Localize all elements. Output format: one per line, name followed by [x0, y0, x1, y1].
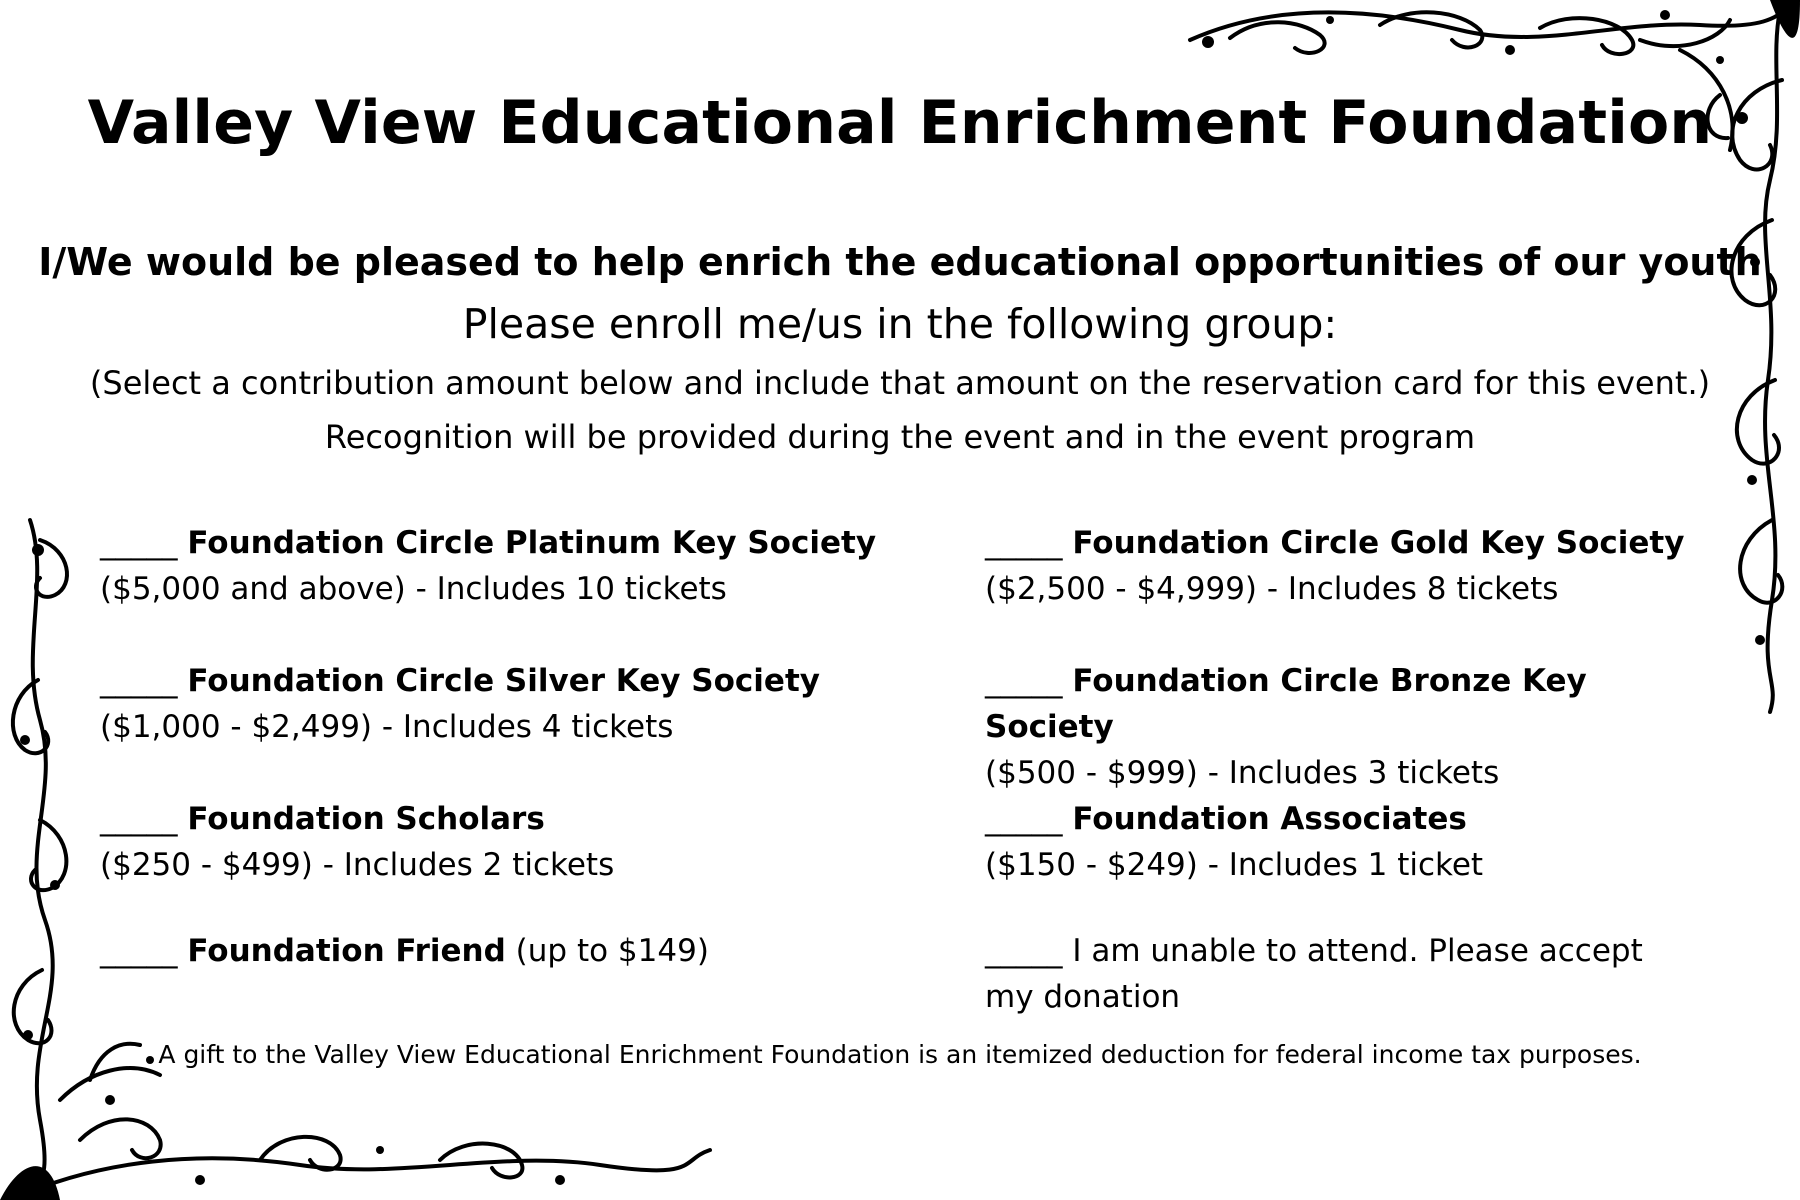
option-detail: (up to $149): [505, 933, 709, 969]
enroll-prompt: Please enroll me/us in the following group:: [462, 300, 1338, 348]
option-text: I am unable to attend. Please accept my donation: [985, 933, 1643, 1015]
option-platinum[interactable]: [100, 520, 940, 612]
option-scholars[interactable]: [100, 796, 940, 888]
option-detail: ($250 - $499) - Includes 2 tickets: [100, 847, 615, 883]
option-unable-to-attend[interactable]: [985, 928, 1675, 1020]
recognition-text: Recognition will be provided during the event and in the event program: [324, 418, 1476, 456]
blank-line[interactable]: _____: [100, 801, 188, 837]
option-silver[interactable]: [100, 658, 940, 750]
option-gold[interactable]: [985, 520, 1685, 612]
option-name: Foundation Circle Silver Key Society: [187, 663, 820, 699]
option-name: Foundation Scholars: [187, 801, 545, 837]
blank-line[interactable]: _____: [985, 933, 1073, 969]
option-name: Foundation Circle Bronze Key Society: [985, 663, 1587, 745]
option-detail: ($500 - $999) - Includes 3 tickets: [985, 755, 1500, 791]
page-title: Valley View Educational Enrichment Foundation: [87, 88, 1713, 158]
blank-line[interactable]: _____: [100, 663, 188, 699]
blank-line[interactable]: _____: [985, 663, 1073, 699]
option-detail: ($5,000 and above) - Includes 10 tickets: [100, 571, 727, 607]
option-name: Foundation Associates: [1072, 801, 1467, 837]
blank-line[interactable]: _____: [100, 933, 188, 969]
option-associates[interactable]: [985, 796, 1685, 888]
tax-deduction-note: A gift to the Valley View Educational Enrichment Foundation is an itemized deduction for federal income tax purposes.: [158, 1040, 1642, 1069]
blank-line[interactable]: _____: [985, 525, 1073, 561]
option-friend[interactable]: [100, 928, 940, 974]
option-name: Foundation Circle Gold Key Society: [1072, 525, 1685, 561]
option-detail: ($2,500 - $4,999) - Includes 8 tickets: [985, 571, 1559, 607]
option-name: Foundation Circle Platinum Key Society: [187, 525, 877, 561]
instructions-text: (Select a contribution amount below and include that amount on the reservation card for this event.): [89, 364, 1711, 402]
option-bronze[interactable]: [985, 658, 1685, 796]
lead-statement: I/We would be pleased to help enrich the educational opportunities of our youth: [38, 240, 1762, 284]
blank-line[interactable]: _____: [985, 801, 1073, 837]
option-detail: ($150 - $249) - Includes 1 ticket: [985, 847, 1484, 883]
option-name: Foundation Friend: [187, 933, 506, 969]
option-detail: ($1,000 - $2,499) - Includes 4 tickets: [100, 709, 674, 745]
blank-line[interactable]: _____: [100, 525, 188, 561]
